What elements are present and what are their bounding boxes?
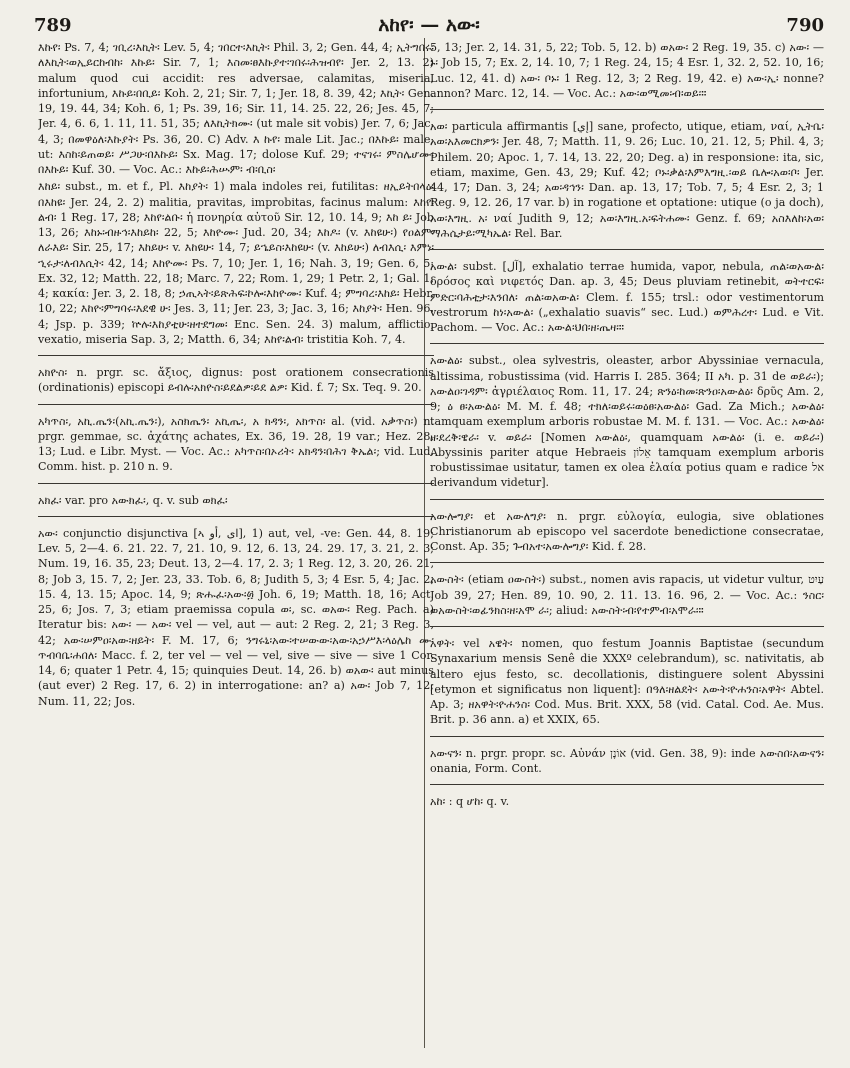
entry-text: አከ፡ : q ሆከ፡ q. v.: [430, 795, 510, 808]
entry-separator: [430, 626, 824, 627]
entry-separator: [430, 109, 824, 110]
dictionary-entry: [430, 746, 824, 777]
entry-text: አው፡ conjunctio disjunctiva [ኣ ای ,أو], 1) aut, vel, -ve: Gen. 44, 8. 19; Lev. 5, 2—4. 6. 21. 22. 7, 21. 10, 9. 12, 6. 13, 24. 29. 17, 3. 21, 2. 3; Num. 19, 16. 35, 23; Deut. 13, 2—4. 17, 2. 3; 1 Reg. 12, 3. 20, 26. 21, 8; Job 3, 15. 7, 2; Jer. 23, 33. Tob. 6, 8; Judith 5, 3; 4 Esr. 5, 4; Jac. 2, 15. 4, 13. 15; Apoc. 14, 9; ጽሑፈ፡አው፡፴ Joh. 6, 19; Matth. 18, 16; Act. 25, 6; Jos. 7, 3; etiam praemissa copula ወ፡, sc. ወአው፡ Reg. Pach. a) Iteratur bis: አው፡ — አው፡ vel — vel, aut — aut: 2 Reg. 2, 21; 3 Reg. 3, 42; አው፡ሠምዐ፡አው፡ዘይት፡ F. M. 17, 6; ንግሩኒ፡አው፡ተሠውው፡አው፡አኃሥእ፡ላዕሌከ ሙ፡ጥብባቤ፡ሐበለ፡ Macc. f. 2, ter vel — vel — vel, sive — sive — sive 1 Cor. 14, 6; quater 1 Petr. 4, 15; quinquies Deut. 14, 26. b) ወአው፡ aut minus (aut ever) 2 Reg. 17, 6. 2) in interrogatione: an? a) አው፡ Job 7, 12; Num. 11, 22; Jos.: [38, 526, 434, 708]
entry-text: አውናን፡ n. prgr. propr. sc. Αὐνάν אוֹנָן (vid. Gen. 38, 9): inde አውስበ፡አውናን፡ onania, Form. Cont.: [430, 746, 824, 775]
entry-separator: [430, 562, 824, 563]
dictionary-entry: [38, 179, 434, 347]
entry-separator: [38, 404, 434, 405]
entry-separator: [430, 343, 824, 344]
dictionary-entry: [430, 259, 824, 335]
left-page-number: 789: [34, 14, 72, 36]
entry-text: አክዮስ፡ n. prgr. sc. ἄξιος, dignus: post orationem consecrationis (ordinationis) episcopi ይብሉ፡አክዮስ፡ይደልዎ፡ይደ ልዎ፡ Kid. f. 7; Sx. Teq. 9. 20.: [38, 366, 434, 395]
left-column: [38, 40, 434, 1060]
entry-text: አውሎግያ፡ et አውለግያ፡ n. prgr. εὐλογία, eulogia, sive oblationes Christianorum ab episcopo vel sacerdote benedictione consecratae, Const. Ap. 35; ጉብአተ፡አውሎግያ፡ Kid. f. 28.: [430, 509, 824, 553]
entry-text: አዋት፡ vel አዌት፡ nomen, quo festum Joannis Baptistae (secundum Synaxarium mensis Senê die XXXº celebrandum), sc. nativitatis, ab altero ejus festo, sc. decollationis, distinguere solent Abyssini [etymon et significatus non liquent]: በዓለ፡ዘልደት፡ አውት፡ዮሐንስ፡አዋት፡ Abtel. Ap. 3; ዘአዋት፡ዮሐንስ፡ Cod. Mus. Brit. XXX, 58 (vid. Catal. Cod. Ae. Mus. Brit. p. 36 ann. a) et XXIX, 65.: [430, 637, 824, 727]
dictionary-entry: [38, 526, 434, 709]
entry-text: አካጥስ፡, አኪ.ጤን፡(አኪ.ጤን፡), አስክጤን፡ አኪጤ፡, አ ክዳን፡, አክጥስ፡ al. (vid. አቃጥስ፡) n. prgr. gemmae, sc. ἀχάτης achates, Ex. 36, 19. 28, 19 var.; Hez. 28, 13; Lud. e Libr. Myst. — Voc. Ac.: አካጥስ፡በኦሪት፡ አክዳን፡በሕገ ቅኤል፡; vid. Lud. Comm. hist. p. 210 n. 9.: [38, 414, 434, 474]
dictionary-entry: [430, 119, 824, 241]
entry-text: አውልዕ፡ subst., olea sylvestris, oleaster, arbor Abyssiniae vernacula, altissima, robustissima (vid. Harris I. 285. 364; II አካ. p. 31 de ወይራ፡); አውልዐ፡ገዳም፡ ἀγριέλαιος Rom. 11, 17. 24; ጽንዕ፡ከመ፡ጽንዐ፡አውልዕ፡ δρῦς Am. 2, 9; ዕ ፀ፡አውልዕ፡ M. M. f. 48; ተክለ፡ወይሩ፡ወዕፀ፡አውልዕ፡ Gad. Za Mich.; አውልዕ፡ tamquam exemplum arboris robustae M. M. f. 131. — Voc. Ac.: አውልዕ፡ዘ፡ደረቅ፡ዌራ፡ v. ወይራ፡ [Nomen አውልዕ፡, quamquam አውልዕ፡ (i. e. ወይራ፡) Abyssinis pariter atque Hebraeis אֵלוֹן tamquam exemplum arboris robustissimae usitatur, tamen ex olea ἐλαία potius quam e radice אל derivandum videtur].: [430, 354, 824, 490]
dictionary-entry: [430, 794, 824, 809]
page-header: [34, 12, 824, 38]
entry-text: አውስት፡ (etiam ዐውስት፡) subst., nomen avis rapacis, ut videtur vultur, עַיִט Job 39, 27; Hen. 89, 10. 90, 2. 11. 13. 16. 96, 2. — Voc. Ac.: ንስር፡ወአውስት፡ወፊንክስ፡ዘ፡አሞ ራ፡; aliud: አውስት፡ብ፡የተምብ፡አሞራ፡።: [430, 573, 824, 617]
dictionary-entry: [430, 636, 824, 728]
right-page-number: 790: [786, 14, 824, 36]
dictionary-entry: [430, 509, 824, 555]
dictionary-entry: [38, 365, 434, 396]
entry-separator: [430, 784, 824, 785]
right-column: [430, 40, 824, 1060]
entry-separator: [38, 483, 434, 484]
entry-text: አውል፡ subst. [آل], exhalatio terrae humida, vapor, nebula, ጠል፡ወአውል፡ δρόσος καὶ νιφετός Dan. ap. 3, 45; Deus pluviam retinebit, ወትተርፍ፡ምድር፡ባሕቲታ፡እንበለ፡ ጠል፡ወአውል፡ Clem. f. 155; trsl.: odor vestimentorum vestrorum ከነ፡አውል፡ („exhalatio suavis“ sec. Lud.) ወምሕረተ፡ Lud. e Vit. Pachom. — Voc. Ac.: አውል፡ህበ፡ዘ፡ጤዛ፡።: [430, 260, 824, 334]
entry-separator: [430, 249, 824, 250]
dictionary-entry: [38, 414, 434, 475]
entry-separator: [430, 499, 824, 500]
running-title: አከየ፡ — አው፡: [378, 14, 480, 36]
entry-separator: [430, 736, 824, 737]
dictionary-entry: [430, 353, 824, 490]
entry-text: አክፈ፡ var. pro አውክፈ፡, q. v. sub ወክፈ፡: [38, 493, 228, 507]
entry-separator: [38, 516, 434, 517]
dictionary-entry: [430, 40, 824, 101]
entry-text: 5, 13; Jer. 2, 14. 31, 5, 22; Tob. 5, 12. b) ወአው፡ 2 Reg. 19, 35. c) አው፡ — ኑ፡ Job 15, 7; Ex. 2, 14. 10, 7; 1 Reg. 24, 15; 4 Esr. 1, 32. 2, 52. 10, 16; Luc. 12, 41. d) አው፡ ቦኑ፡ 1 Reg. 12, 3; 2 Reg. 19, 42. e) አው፡ኢ፡ nonne? annon? Marc. 12, 14. — Voc. Ac.: አው፡ወሚመ፡ብ፡ወይ፡።: [430, 41, 824, 100]
entry-text: እከይ፡ subst., m. et f., Pl. እከያት፡ 1) mala indoles rei, futilitas: ዘኢይትበላዕ፡በእከዩ፡ Jer. 24, 2. 2) malitia, pravitas, improbitas, facinus malum: እከየ፡ልብ፡ 1 Reg. 17, 28; እከየ፡ልቡ፡ ἡ πονηρία αὐτοῦ Sir. 12, 10. 14, 9; እከ ይ፡ Job 13, 26; እከኑ፡ብዙኅ፡እከይከ፡ 22, 5; እከዮሙ፡ Jud. 20, 34; እከዶ፡ (v. እከዩሁ፡) የዐልም፡ለራእይ፡ Sir. 25, 17; እከይሁ፡ v. እከዩሁ፡ 14, 7; ይኄይስ፡እከዩሁ፡ (v. እከይሁ፡) ለብእሲ፡ እምነ፡ኂሩታ፡ለብእሲት፡ 42, 14; እከዮሙ፡ Ps. 7, 10; Jer. 1, 16; Nah. 3, 19; Gen. 6, 5; Ex. 32, 12; Matth. 22, 18; Marc. 7, 22; Rom. 1, 29; 1 Petr. 2, 1; Gal. 1, 4; κακία: Jer. 3, 2. 18, 8; ኃጢኣት፡ይጽሕፍ፡ኮሎ፡እከዮሙ፡ Kuf. 4; ምግባረ፡እከይ፡ Hebr. 10, 22; እከዮ፡ምግባሩ፡እደዊ ሁ፡ Jes. 3, 11; Jer. 23, 3; Jac. 3, 16; እከያት፡ Hen. 96, 4; Jsp. p. 339; ኵሉ፡እከያቲሁ፡ዘተደግመ፡ Enc. Sen. 24. 3) malum, afflictio, vexatio, miseria Sap. 3, 2; Matth. 6, 34; እከየ፡ልብ፡ tristitia Koh. 7, 4.: [38, 180, 434, 346]
entry-text: እኩየ፡ Ps. 7, 4; ገቢረ፡እኪት፡ Lev. 5, 4; ገበርተ፡እኪት፡ Phil. 3, 2; Gen. 44, 4; ኢትግበሩ፡ለእኪት፡ወኢይርከብከ፡ እኩይ፡ Sir. 7, 1; እስመ፡ፀእኩያተ፡ገበሩ፡ሕዝብየ፡ Jer. 2, 13. 2) malum quod cui accidit: res adversae, calamitas, miseria, infortunium, እኩይ፡በቢይ፡ Koh. 2, 21; Sir. 7, 1; Jer. 18, 8. 39, 42; እኪት፡ Gen. 19, 19. 44, 34; Koh. 6, 1; Ps. 39, 16; Sir. 11, 14. 25. 22, 26; Jes. 45, 7; Jer. 4, 6. 6, 1. 11, 11. 51, 35; ለእኪትክሙ፡ (ut male sit vobis) Jer. 7, 6; Jac. 4, 3; በመዋዕለ፡እኩያት፡ Ps. 36, 20. C) Adv. እ ኩየ፡ male Lit. Jac.; በእኩይ፡ male, ut: እስከ፡ይጠወይ፡ ሥጋሁ፡በእኩይ፡ Sx. Mag. 17; dolose Kuf. 29; ተናገሩ፡ ምስሌሆሙ፡በእኩይ፡ Kuf. 30. — Voc. Ac.: እኩይ፡ሕሡም፡ ብ፡ቢስ፡: [38, 41, 434, 176]
dictionary-entry: [38, 40, 434, 177]
entry-text: አወ፡ particula affirmantis [إي] sane, profecto, utique, etiam, ναί, ኢትቤ፡አወ፡አእመርክዎን፡ Jer. 48, 7; Matth. 11, 9. 26; Luc. 10, 21. 12, 5; Phil. 4, 3; Philem. 20; Apoc. 1, 7. 14, 13. 22, 20; Deg. a) in responsione: ita, sic, etiam, maxime, Gen. 43, 29; Kuf. 42; ቦኑ፡ቃል፡እምእግዚ.፡ወይ ቤሎ፡አወ፡ቦ፡ Jer. 44, 17; Dan. 3, 24; አወ፡ዳኅን፡ Dan. ap. 13, 17; Tob. 7, 5; 4 Esr. 2, 3; 1 Reg. 9, 12. 26, 17 var. b) in rogatione et optatione: utique (o ja doch), አወ፡እግዚ. አ፡ ναί Judith 9, 12; አወ፡እግዚ.አ፡ፍትሐሙ፡ Genz. f. 69; አስእለከ፡አወ፡ማሕሴታይ፡ሚካኤል፡ Rel. Bar.: [430, 120, 824, 240]
dictionary-entry: [430, 572, 824, 618]
dictionary-entry: [38, 493, 434, 508]
entry-separator: [38, 355, 434, 356]
